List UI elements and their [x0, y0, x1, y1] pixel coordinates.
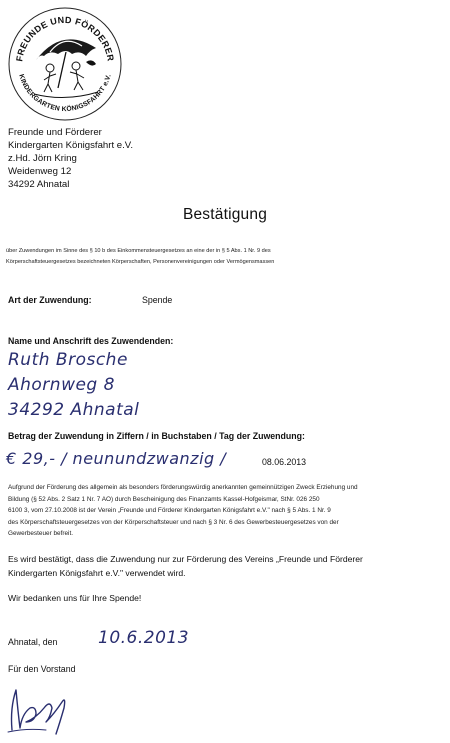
recipient-address	[8, 126, 133, 191]
legal-line: Aufgrund der Förderung des allgemein als besonders förderungswürdig anerkannten gemeinnützigen Zweck Erziehung und	[8, 484, 358, 491]
donor-name: Ruth Brosche	[8, 350, 128, 370]
donor-street: Ahornweg 8	[8, 375, 115, 395]
place-label: Ahnatal, den	[8, 637, 58, 647]
donation-type-label: Art der Zuwendung:	[8, 295, 92, 305]
tax-exemption-paragraph	[8, 482, 444, 540]
board-label: Für den Vorstand	[8, 664, 76, 674]
thanks-text: Wir bedanken uns für Ihre Spende!	[8, 593, 142, 603]
legal-line: Bildung (§ 52 Abs. 2 Satz 1 Nr. 7 AO) durch Bescheinigung des Finanzamts Kassel-Hofgeismar, StNr. 026 250	[8, 495, 320, 503]
donation-date: 08.06.2013	[262, 457, 307, 467]
donor-city: 34292 Ahnatal	[8, 400, 140, 420]
signing-date: 10.6.2013	[98, 628, 190, 648]
confirmation-text	[8, 552, 363, 580]
confirmation-line: Es wird bestätigt, dass die Zuwendung nur zur Förderung des Vereins „Freunde und Förderer	[8, 554, 363, 564]
logo-arc-top: FREUNDE UND FÖRDERER	[14, 14, 116, 63]
intro-line: über Zuwendungen im Sinne des § 10 b des Einkommensteuergesetzes an eine der in § 5 Abs. 1 Nr. 9 des	[6, 248, 271, 254]
document-title: Bestätigung	[182, 206, 268, 223]
legal-line: Gewerbesteuer befreit.	[8, 530, 74, 537]
donation-type-value: Spende	[142, 295, 173, 305]
address-line: z.Hd. Jörn Kring	[8, 153, 77, 164]
confirmation-line: Kindergarten Königsfahrt e.V." verwendet wird.	[8, 568, 186, 578]
intro-text	[6, 246, 446, 267]
address-line: 34292 Ahnatal	[8, 179, 70, 190]
signature	[6, 678, 70, 738]
legal-line: 6100 3, vom 27.10.2008 ist der Verein „Freunde und Förderer Kindergarten Königsfahrt e.V." nach § 5 Abs. 1 Nr. 9	[8, 507, 331, 514]
legal-line: des Körperschaftsteuergesetzes von der Körperschaftsteuer und nach § 3 Nr. 6 des Gewerbesteuergesetzes von der	[8, 518, 339, 526]
address-line: Kindergarten Königsfahrt e.V.	[8, 140, 133, 151]
donor-label: Name und Anschrift des Zuwendenden:	[8, 336, 174, 346]
amount-handwritten: € 29,- / neunundzwanzig /	[6, 449, 227, 468]
logo-arc-bottom: KINDERGARTEN KÖNIGSFAHRT e.V.	[17, 73, 113, 114]
address-line: Weidenweg 12	[8, 166, 72, 177]
association-logo	[6, 4, 124, 122]
address-line: Freunde und Förderer	[8, 127, 102, 138]
amount-label: Betrag der Zuwendung in Ziffern / in Buchstaben / Tag der Zuwendung:	[8, 431, 305, 441]
svg-text:KINDERGARTEN KÖNIGSFAHRT e.V.	[17, 73, 112, 113]
intro-line: Körperschaftsteuergesetzes bezeichneten Körperschaften, Personenvereinigungen oder Vermögensmassen	[6, 258, 275, 265]
